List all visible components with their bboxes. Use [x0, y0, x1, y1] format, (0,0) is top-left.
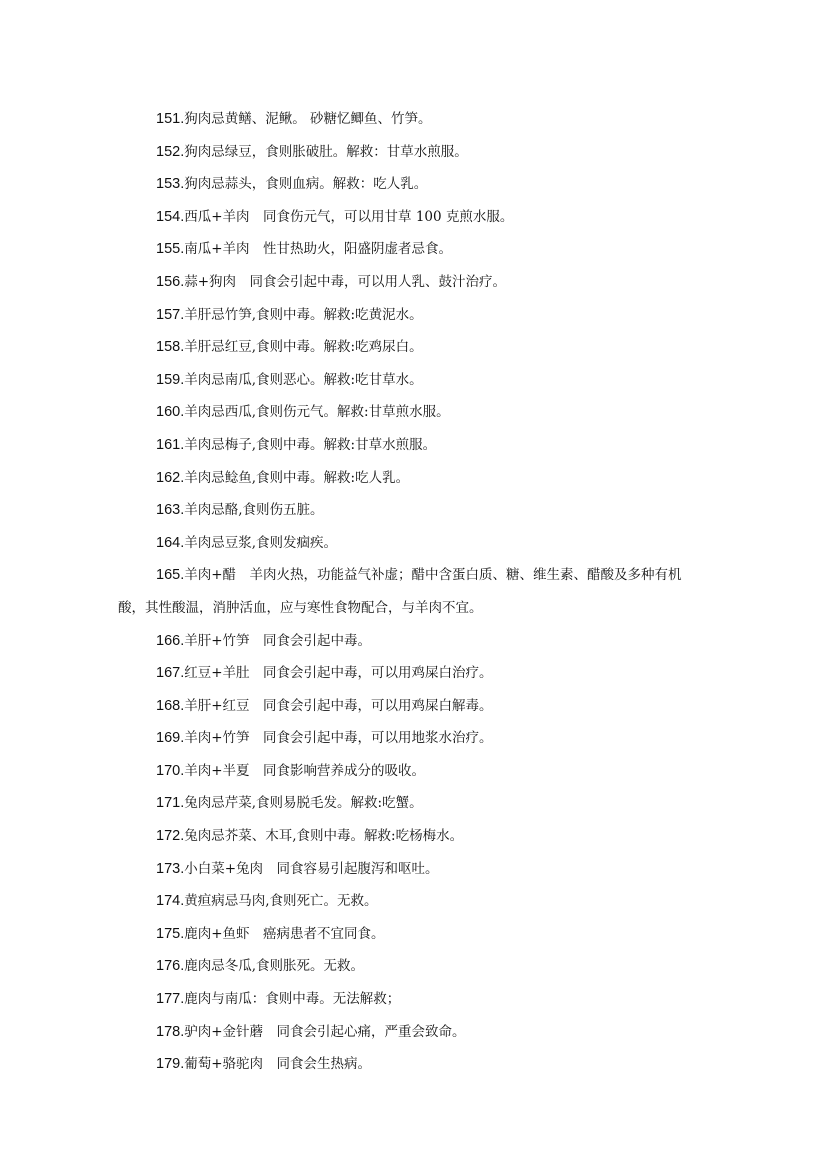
list-item: [118, 690, 718, 723]
entry-text: 羊肉忌豆浆,食则发痼疾。: [184, 534, 338, 551]
entry-number: 166.: [156, 632, 185, 649]
entry-number: 171.: [156, 795, 185, 812]
entry-text: 蒜+狗肉 同食会引起中毒，可以用人乳、鼓汁治疗。: [184, 273, 507, 290]
entry-text: 狗肉忌绿豆，食则胀破肚。解救：甘草水煎服。: [184, 143, 468, 160]
list-item: [118, 201, 718, 234]
list-item: [118, 1016, 718, 1049]
entry-number: 172.: [156, 828, 185, 845]
entry-number: 157.: [156, 306, 185, 323]
entry-text: 鹿肉与南瓜：食则中毒。无法解救；: [184, 991, 401, 1008]
entry-text: 红豆+羊肚 同食会引起中毒，可以用鸡屎白治疗。: [184, 665, 493, 682]
list-item: [118, 820, 718, 853]
list-item: [118, 885, 718, 918]
entry-text: 葡萄+骆驼肉 同食会生热病。: [184, 1056, 372, 1073]
entry-text: 羊肉忌梅子,食则中毒。解救:甘草水煎服。: [184, 436, 437, 453]
entry-number: 174.: [156, 893, 185, 910]
entry-text: 羊肉忌西瓜,食则伤元气。解救:甘草煎水服。: [184, 404, 450, 421]
list-item: [118, 918, 718, 951]
entry-list: [118, 103, 718, 1081]
entry-number: 177.: [156, 991, 185, 1008]
entry-text: 羊肉忌南瓜,食则恶心。解救:吃甘草水。: [184, 371, 423, 388]
entry-text: 鹿肉+鱼虾 癌病患者不宜同食。: [184, 925, 385, 942]
entry-number: 161.: [156, 436, 185, 453]
entry-text: 兔肉忌芹菜,食则易脱毛发。解救:吃蟹。: [184, 795, 423, 812]
entry-text: 羊肝+红豆 同食会引起中毒，可以用鸡屎白解毒。: [184, 697, 493, 714]
list-item: [118, 136, 718, 169]
entry-number: 160.: [156, 404, 185, 421]
entry-text: 南瓜+羊肉 性甘热助火，阳盛阴虚者忌食。: [184, 241, 453, 258]
list-item: [118, 429, 718, 462]
list-item: [118, 787, 718, 820]
entry-number: 175.: [156, 925, 185, 942]
entry-text: 兔肉忌芥菜、木耳,食则中毒。解救:吃杨梅水。: [184, 828, 464, 845]
list-item: [118, 396, 718, 429]
list-item: [118, 233, 718, 266]
list-item: [118, 364, 718, 397]
list-item: [118, 853, 718, 886]
entry-number: 167.: [156, 665, 185, 682]
entry-text: 驴肉+金针蘑 同食会引起心痛，严重会致命。: [184, 1023, 466, 1040]
entry-text: 羊肉+半夏 同食影响营养成分的吸收。: [184, 762, 426, 779]
entry-text: 羊肉+竹笋 同食会引起中毒，可以用地浆水治疗。: [184, 730, 493, 747]
entry-number: 158.: [156, 339, 185, 356]
entry-text: 羊肉忌鲶鱼,食则中毒。解救:吃人乳。: [184, 469, 410, 486]
list-item: [118, 950, 718, 983]
entry-number: 169.: [156, 730, 185, 747]
entry-text: 羊肉忌酪,食则伤五脏。: [184, 502, 324, 519]
entry-number: 155.: [156, 241, 185, 258]
entry-number: 165.: [156, 567, 185, 584]
entry-number: 159.: [156, 371, 185, 388]
entry-number: 153.: [156, 176, 185, 193]
list-item: [118, 983, 718, 1016]
list-item: [118, 494, 718, 527]
entry-number: 173.: [156, 860, 185, 877]
entry-text: 狗肉忌黄鳝、泥鳅。 砂糖忆鲫鱼、竹笋。: [184, 111, 432, 127]
entry-text: 羊肝+竹笋 同食会引起中毒。: [184, 632, 372, 649]
entry-number: 163.: [156, 502, 185, 519]
entry-text: 狗肉忌蒜头，食则血病。解救：吃人乳。: [184, 176, 428, 193]
entry-text: 小白菜+兔肉 同食容易引起腹泻和呕吐。: [184, 860, 439, 877]
entry-text: 鹿肉忌冬瓜,食则胀死。无救。: [184, 958, 365, 975]
entry-number: 152.: [156, 143, 185, 160]
entry-number: 156.: [156, 273, 185, 290]
entry-number: 170.: [156, 762, 185, 779]
entry-number: 164.: [156, 534, 185, 551]
entry-text: 羊肝忌红豆,食则中毒。解救:吃鸡尿白。: [184, 339, 423, 356]
list-item: [118, 168, 718, 201]
list-item: [118, 1048, 718, 1081]
entry-number: 179.: [156, 1056, 185, 1073]
list-item: [118, 559, 708, 624]
entry-number: 162.: [156, 469, 185, 486]
list-item: [118, 266, 718, 299]
list-item: [118, 722, 718, 755]
entry-text: 羊肉+醋 羊肉火热，功能益气补虚；醋中含蛋白质、糖、维生素、醋酸及多种有机酸，其性酸温，消肿活血，应与寒性食物配合，与羊肉不宜。: [118, 567, 682, 616]
entry-text: 西瓜+羊肉 同食伤元气，可以用甘草 100 克煎水服。: [184, 208, 514, 225]
entry-number: 168.: [156, 697, 185, 714]
list-item: [118, 527, 718, 560]
list-item: [118, 331, 718, 364]
list-item: [118, 657, 718, 690]
entry-number: 154.: [156, 208, 185, 225]
entry-text: 黄疸病忌马肉,食则死亡。无救。: [184, 893, 378, 910]
entry-number: 176.: [156, 958, 185, 975]
list-item: [118, 299, 718, 332]
entry-text: 羊肝忌竹笋,食则中毒。解救:吃黄泥水。: [184, 306, 423, 323]
entry-number: 178.: [156, 1023, 185, 1040]
entry-number: 151.: [156, 111, 185, 127]
list-item: [118, 462, 718, 495]
list-item: [118, 625, 718, 658]
list-item: [118, 755, 718, 788]
list-item: [118, 103, 718, 136]
